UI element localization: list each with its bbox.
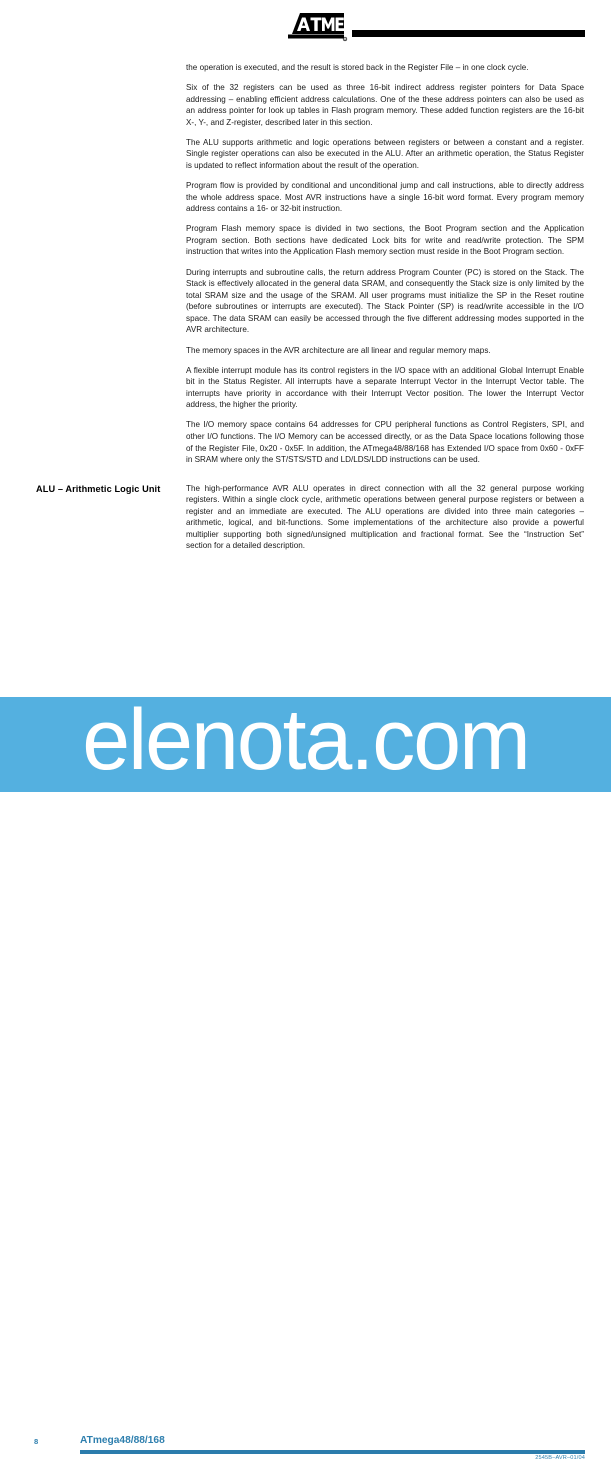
paragraph: The high-performance AVR ALU operates in direct connection with all the 32 general purpose working registers. Within a single clock cycle, arithmetic operations between general purpose registers or between a register and an immediate are executed. The ALU operations are divided into three main categories – arithmetic, logical, and bit-functions. Some implementations of the architecture also provide a powerful multiplier supporting both signed/unsigned multiplication and fractional format. See the “Instruction Set” section for a detailed description. (186, 483, 584, 551)
section-heading-alu: ALU – Arithmetic Logic Unit (36, 483, 161, 494)
body-column (186, 483, 584, 552)
footer-rule (80, 1450, 585, 1454)
paragraph: Program flow is provided by conditional and unconditional jump and call instructions, able to directly address the whole address space. Most AVR instructions have a single 16-bit word format. Every program memory address contains a 16- or 32-bit instruction. (186, 181, 584, 214)
footer-document-title: ATmega48/88/168 (80, 1435, 165, 1446)
footer-content (0, 1431, 611, 1461)
page-footer (0, 692, 611, 1461)
paragraph: The ALU supports arithmetic and logic operations between registers or between a constant and a register. Single register operations can also be executed in the ALU. After an arithmetic operation, the Status Register is updated to reflect information about the result of the operation. (186, 137, 584, 171)
footer-document-code: 2545B–AVR–01/04 (535, 1455, 585, 1461)
paragraph: A flexible interrupt module has its control registers in the I/O space with an additional Global Interrupt Enable bit in the Status Register. All interrupts have a separate Interrupt Vector in the Interrupt Vector table. The interrupts have priority in accordance with their Interrupt Vector position. The lower the Interrupt Vector address, the higher the priority. (186, 365, 584, 410)
page-number: 8 (34, 1437, 39, 1446)
section-alu (0, 483, 611, 552)
paragraph: Program Flash memory space is divided in two sections, the Boot Program section and the Application Program section. Both sections have dedicated Lock bits for write and read/write protection. The SPM instruction that writes into the Application Flash memory section must reside in the Boot Program section. (186, 224, 584, 257)
paragraph: During interrupts and subroutine calls, the return address Program Counter (PC) is stored on the Stack. The Stack is effectively allocated in the general data SRAM, and consequently the Stack size is only limited by the total SRAM size and the usage of the SRAM. All user programs must initialize the SP in the Reset routine (before subroutines or interrupts are executed). The Stack Pointer (SP) is read/write accessible in the I/O space. The data SRAM can easily be accessed through the five different addressing modes supported in the AVR architecture. (186, 267, 584, 335)
body-block-intro (0, 62, 611, 466)
header-rule (352, 30, 585, 37)
page-header (0, 0, 611, 56)
paragraph: The I/O memory space contains 64 addresses for CPU peripheral functions as Control Registers, SPI, and other I/O functions. The I/O Memory can be accessed directly, or as the Data Space locations following those of the Register File, 0x20 - 0x5F. In addition, the ATmega48/88/168 has Extended I/O space from 0x60 - 0xFF in SRAM where only the ST/STS/STD and LD/LDS/LDD instructions can be used. (186, 420, 584, 465)
watermark-text: elenota.com (82, 692, 529, 788)
paragraph: the operation is executed, and the result is stored back in the Register File – in one clock cycle. (186, 63, 529, 72)
paragraph: The memory spaces in the AVR architecture are all linear and regular memory maps. (186, 345, 491, 355)
paragraph: Six of the 32 registers can be used as three 16-bit indirect address register pointers for Data Space addressing – enabling efficient address calculations. One of the these address pointers can also be used as an address pointer for look up tables in Flash program memory. These added function registers are the 16-bit X-, Y-, and Z-register, described later in this section. (186, 83, 584, 127)
svg-text:R: R (344, 38, 346, 42)
body-column (186, 62, 584, 466)
atmel-logo (286, 12, 348, 42)
page-content (0, 62, 611, 552)
